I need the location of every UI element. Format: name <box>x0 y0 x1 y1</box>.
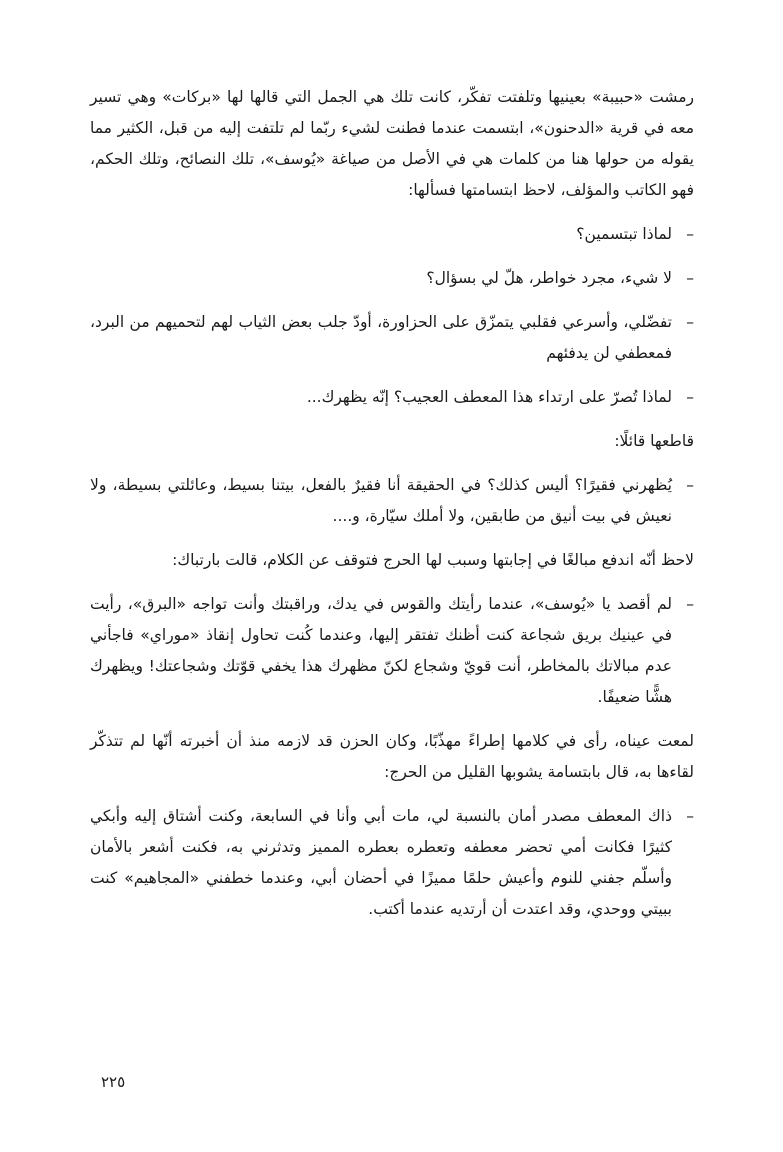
dialogue-line <box>90 263 694 294</box>
dialogue-dash: – <box>686 807 694 825</box>
dialogue-line <box>90 382 694 413</box>
dialogue-text: ذاك المعطف مصدر أمان بالنسبة لي، مات أبي وأنا في السابعة، وكنت أشتاق إليه وأبكي كثيرًا فكانت أمي تحضر معطفه وتعطره بعطره المميز وتدثرني به، فكنت أشعر بالأمان وأسلّم جفني للنوم وأعيش حلمًا مميزًا في أحضان أبي، وعندما خطفني «المجاهيم» كنت ببيتي ووحدي، وقد اعتدت أن أرتديه عندما أكتب. <box>90 807 672 918</box>
dialogue-dash: – <box>686 225 694 243</box>
dialogue-text: تفضّلي، وأسرعي فقلبي يتمزّق على الحزاورة، أودّ جلب بعض الثياب لهم لتحميهم من البرد، فمعطفي لن يدفئهم <box>90 313 672 362</box>
dialogue-line <box>90 307 694 369</box>
page-number: ٢٢٥ <box>101 1073 126 1091</box>
dialogue-line <box>90 589 694 713</box>
dialogue-text: لماذا تُصرّ على ارتداء هذا المعطف العجيب؟ إنّه يظهرك... <box>306 388 672 406</box>
dialogue-line <box>90 219 694 250</box>
narrative-paragraph: لاحظ أنّه اندفع مبالغًا في إجابتها وسبب لها الحرج فتوقف عن الكلام، قالت بارتباك: <box>172 551 694 569</box>
dialogue-dash: – <box>686 388 694 406</box>
dialogue-line <box>90 470 694 532</box>
dialogue-dash: – <box>686 269 694 287</box>
dialogue-text: يُظهرني فقيرًا؟ أليس كذلك؟ في الحقيقة أنا فقيرٌ بالفعل، بيتنا بسيط، وعائلتي بسيطة، ولا نعيش في بيت أنيق من طابقين، ولا أملك سيّارة، و.... <box>90 476 672 525</box>
narrative-paragraph: قاطعها قائلًا: <box>614 432 694 450</box>
dialogue-text: لا شيء، مجرد خواطر، هلّ لي بسؤال؟ <box>426 269 672 287</box>
dialogue-dash: – <box>686 595 694 613</box>
narrative-paragraph: لمعت عيناه، رأى في كلامها إطراءً مهذّبًا، وكان الحزن قد لازمه منذ أن أخبرته أنّها لم تتذكّر لقاءها به، قال بابتسامة يشوبها القليل من الحرج: <box>90 732 694 781</box>
dialogue-dash: – <box>686 476 694 494</box>
dialogue-text: لم أقصد يا «يُوسف»، عندما رأيتك والقوس في يدك، وراقبتك وأنت تواجه «البرق»، رأيت في عينيك بريق شجاعة كنت أظنك تفتقر إليها، وعندما كُنت تحاول إنقاذ «موراي» فاجأني عدم مبالاتك بالمخاطر، أنت قويّ وشجاع لكنّ مظهرك هذا يخفي قوّتك وشجاعتك! ويظهرك هشًّا ضعيفًا. <box>90 595 672 706</box>
dialogue-line <box>90 801 694 925</box>
dialogue-text: لماذا تبتسمين؟ <box>576 225 672 243</box>
narrative-paragraph: رمشت «حبيبة» بعينيها وتلفتت تفكّر، كانت تلك هي الجمل التي قالها لها «بركات» وهي تسير معه في قرية «الدحنون»، ابتسمت عندما فطنت لشيء ربّما لم تلتفت إليه من قبل، الكثير مما يقوله من حولها هنا من كلمات هي في الأصل من صياغة «يُوسف»، تلك النصائح، وتلك الحكم، فهو الكاتب والمؤلف، لاحظ ابتسامتها فسألها: <box>90 88 694 199</box>
dialogue-dash: – <box>686 313 694 331</box>
page-body <box>90 82 694 938</box>
